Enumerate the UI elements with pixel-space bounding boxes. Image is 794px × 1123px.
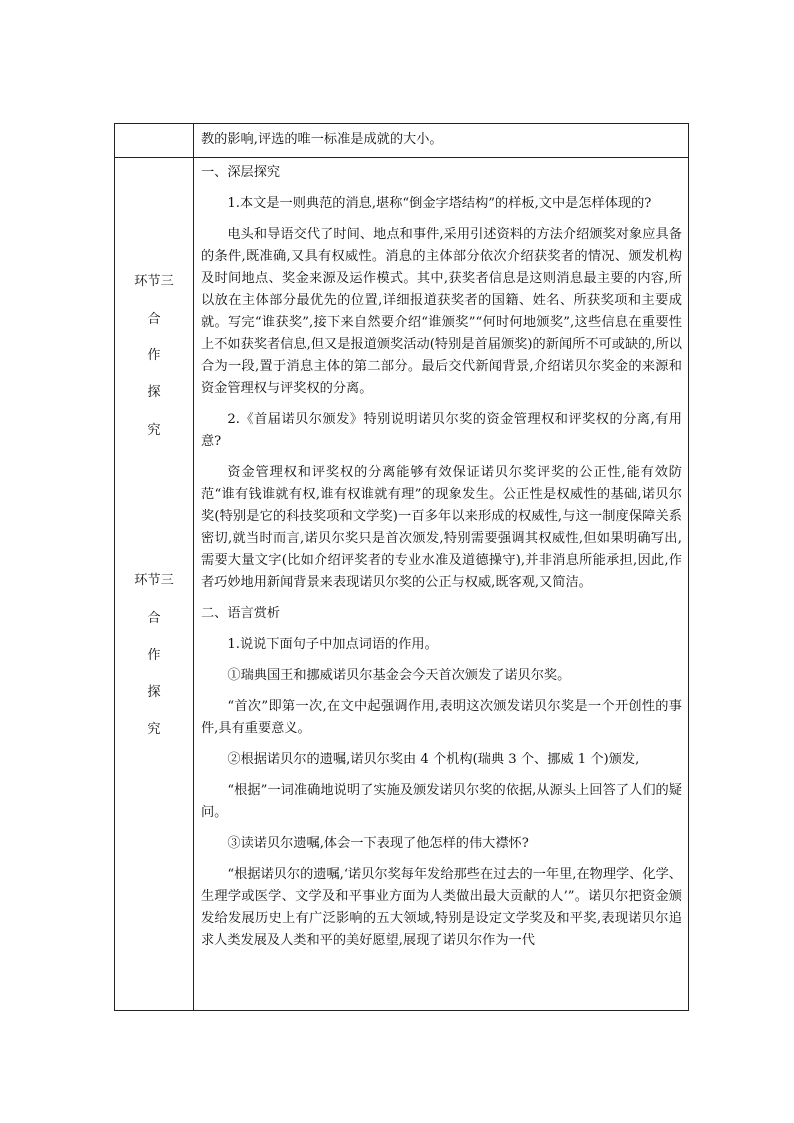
section-label-char: 作	[147, 348, 161, 363]
lesson-table	[114, 123, 689, 1011]
example-1: ①瑞典国王和挪威诺贝尔基金会今天首次颁发了诺贝尔奖。	[227, 668, 571, 683]
answer-2: 资金管理权和评奖权的分离能够有效保证诺贝尔奖评奖的公正性,能有效防范“谁有钱谁就有权,谁有权谁就有理”的现象发生。公正性是权威性的基础,诺贝尔奖(特别是它的科技奖项和文学奖)一百多年以来形成的权威性,与这一制度保障关系密切,就当时而言,诺贝尔奖只是首次颁发,特别需要强调其权威性,但如果明确写出,需要大量文字(比如介绍评奖者的专业水准及道德操守),并非消息所能承担,因此,作者巧妙地用新闻背景来表现诺贝尔奖的公正与权威,既客观,又简洁。	[201, 465, 682, 590]
table-row	[115, 124, 689, 158]
section-label-stack	[115, 158, 193, 1010]
content-cell-main	[194, 158, 689, 1011]
table-row	[115, 158, 689, 1011]
section-label-cell	[115, 158, 194, 1011]
example-2: ②根据诺贝尔的遗嘱,诺贝尔奖由 4 个机构(瑞典 3 个、挪威 1 个)颁发,	[227, 752, 640, 767]
question-1: 1.本文是一则典范的消息,堪称“倒金字塔结构”的样板,文中是怎样体现的?	[227, 196, 652, 211]
section-label-char: 究	[147, 722, 161, 737]
answer-3: “首次”即第一次,在文中起强调作用,表明这次颁发诺贝尔奖是一个开创性的事件,具有重要意义。	[201, 699, 682, 736]
section-label-char: 作	[147, 648, 161, 663]
question-3: 1.说说下面句子中加点词语的作用。	[227, 637, 438, 652]
section-label-char: 合	[147, 312, 161, 327]
content-cell-continued	[194, 124, 689, 158]
answer-1: 电头和导语交代了时间、地点和事件,采用引述资料的方法介绍颁奖对象应具备的条件,既准确,又具有权威性。消息的主体部分依次介绍获奖者的情况、颁发机构及时间地点、奖金来源及运作模式。其中,获奖者信息是这则消息最主要的内容,所以放在主体部分最优先的位置,详细报道获奖者的国籍、姓名、所获奖项和主要成就。写完“谁获奖”,接下来自然要介绍“谁颁奖”“何时何地颁奖”,这些信息在重要性上不如获奖者信息,但又是报道颁奖活动(特别是首届颁奖)的新闻所不可或缺的,所以合为一段,置于消息主体的第二部分。最后交代新闻背景,介绍诺贝尔奖金的来源和资金管理权与评奖权的分离。	[201, 227, 682, 396]
section-heading-2: 二、语言赏析	[201, 606, 281, 621]
question-2: 2.《首届诺贝尔颁发》特别说明诺贝尔奖的资金管理权和评奖权的分离,有用意?	[201, 412, 682, 449]
section-label-part: 环节三	[134, 274, 174, 289]
answer-5: “根据诺贝尔的遗嘱,‘诺贝尔奖每年发给那些在过去的一年里,在物理学、化学、生理学或医学、文学及和平事业方面为人类做出最大贡献的人’”。诺贝尔把资金颁发给发展历史上有广泛影响的五大领域,特别是设定文学奖及和平奖,表现诺贝尔追求人类发展及人类和平的美好愿望,展现了诺贝尔作为一代	[201, 867, 682, 948]
section-label-char: 探	[147, 685, 161, 700]
example-3: ③读诺贝尔遗嘱,体会一下表现了他怎样的伟大襟怀?	[227, 836, 529, 851]
section-label-char: 探	[147, 385, 161, 400]
answer-4: “根据”一词准确地说明了实施及颁发诺贝尔奖的依据,从源头上回答了人们的疑问。	[201, 783, 682, 820]
section-label-char: 合	[147, 611, 161, 626]
continued-text: 教的影响,评选的唯一标准是成就的大小。	[201, 132, 443, 147]
section-label-char: 究	[147, 423, 161, 438]
section-heading-1: 一、深层探究	[201, 165, 281, 180]
section-label-part: 环节三	[134, 573, 174, 588]
label-cell-empty	[115, 124, 194, 158]
